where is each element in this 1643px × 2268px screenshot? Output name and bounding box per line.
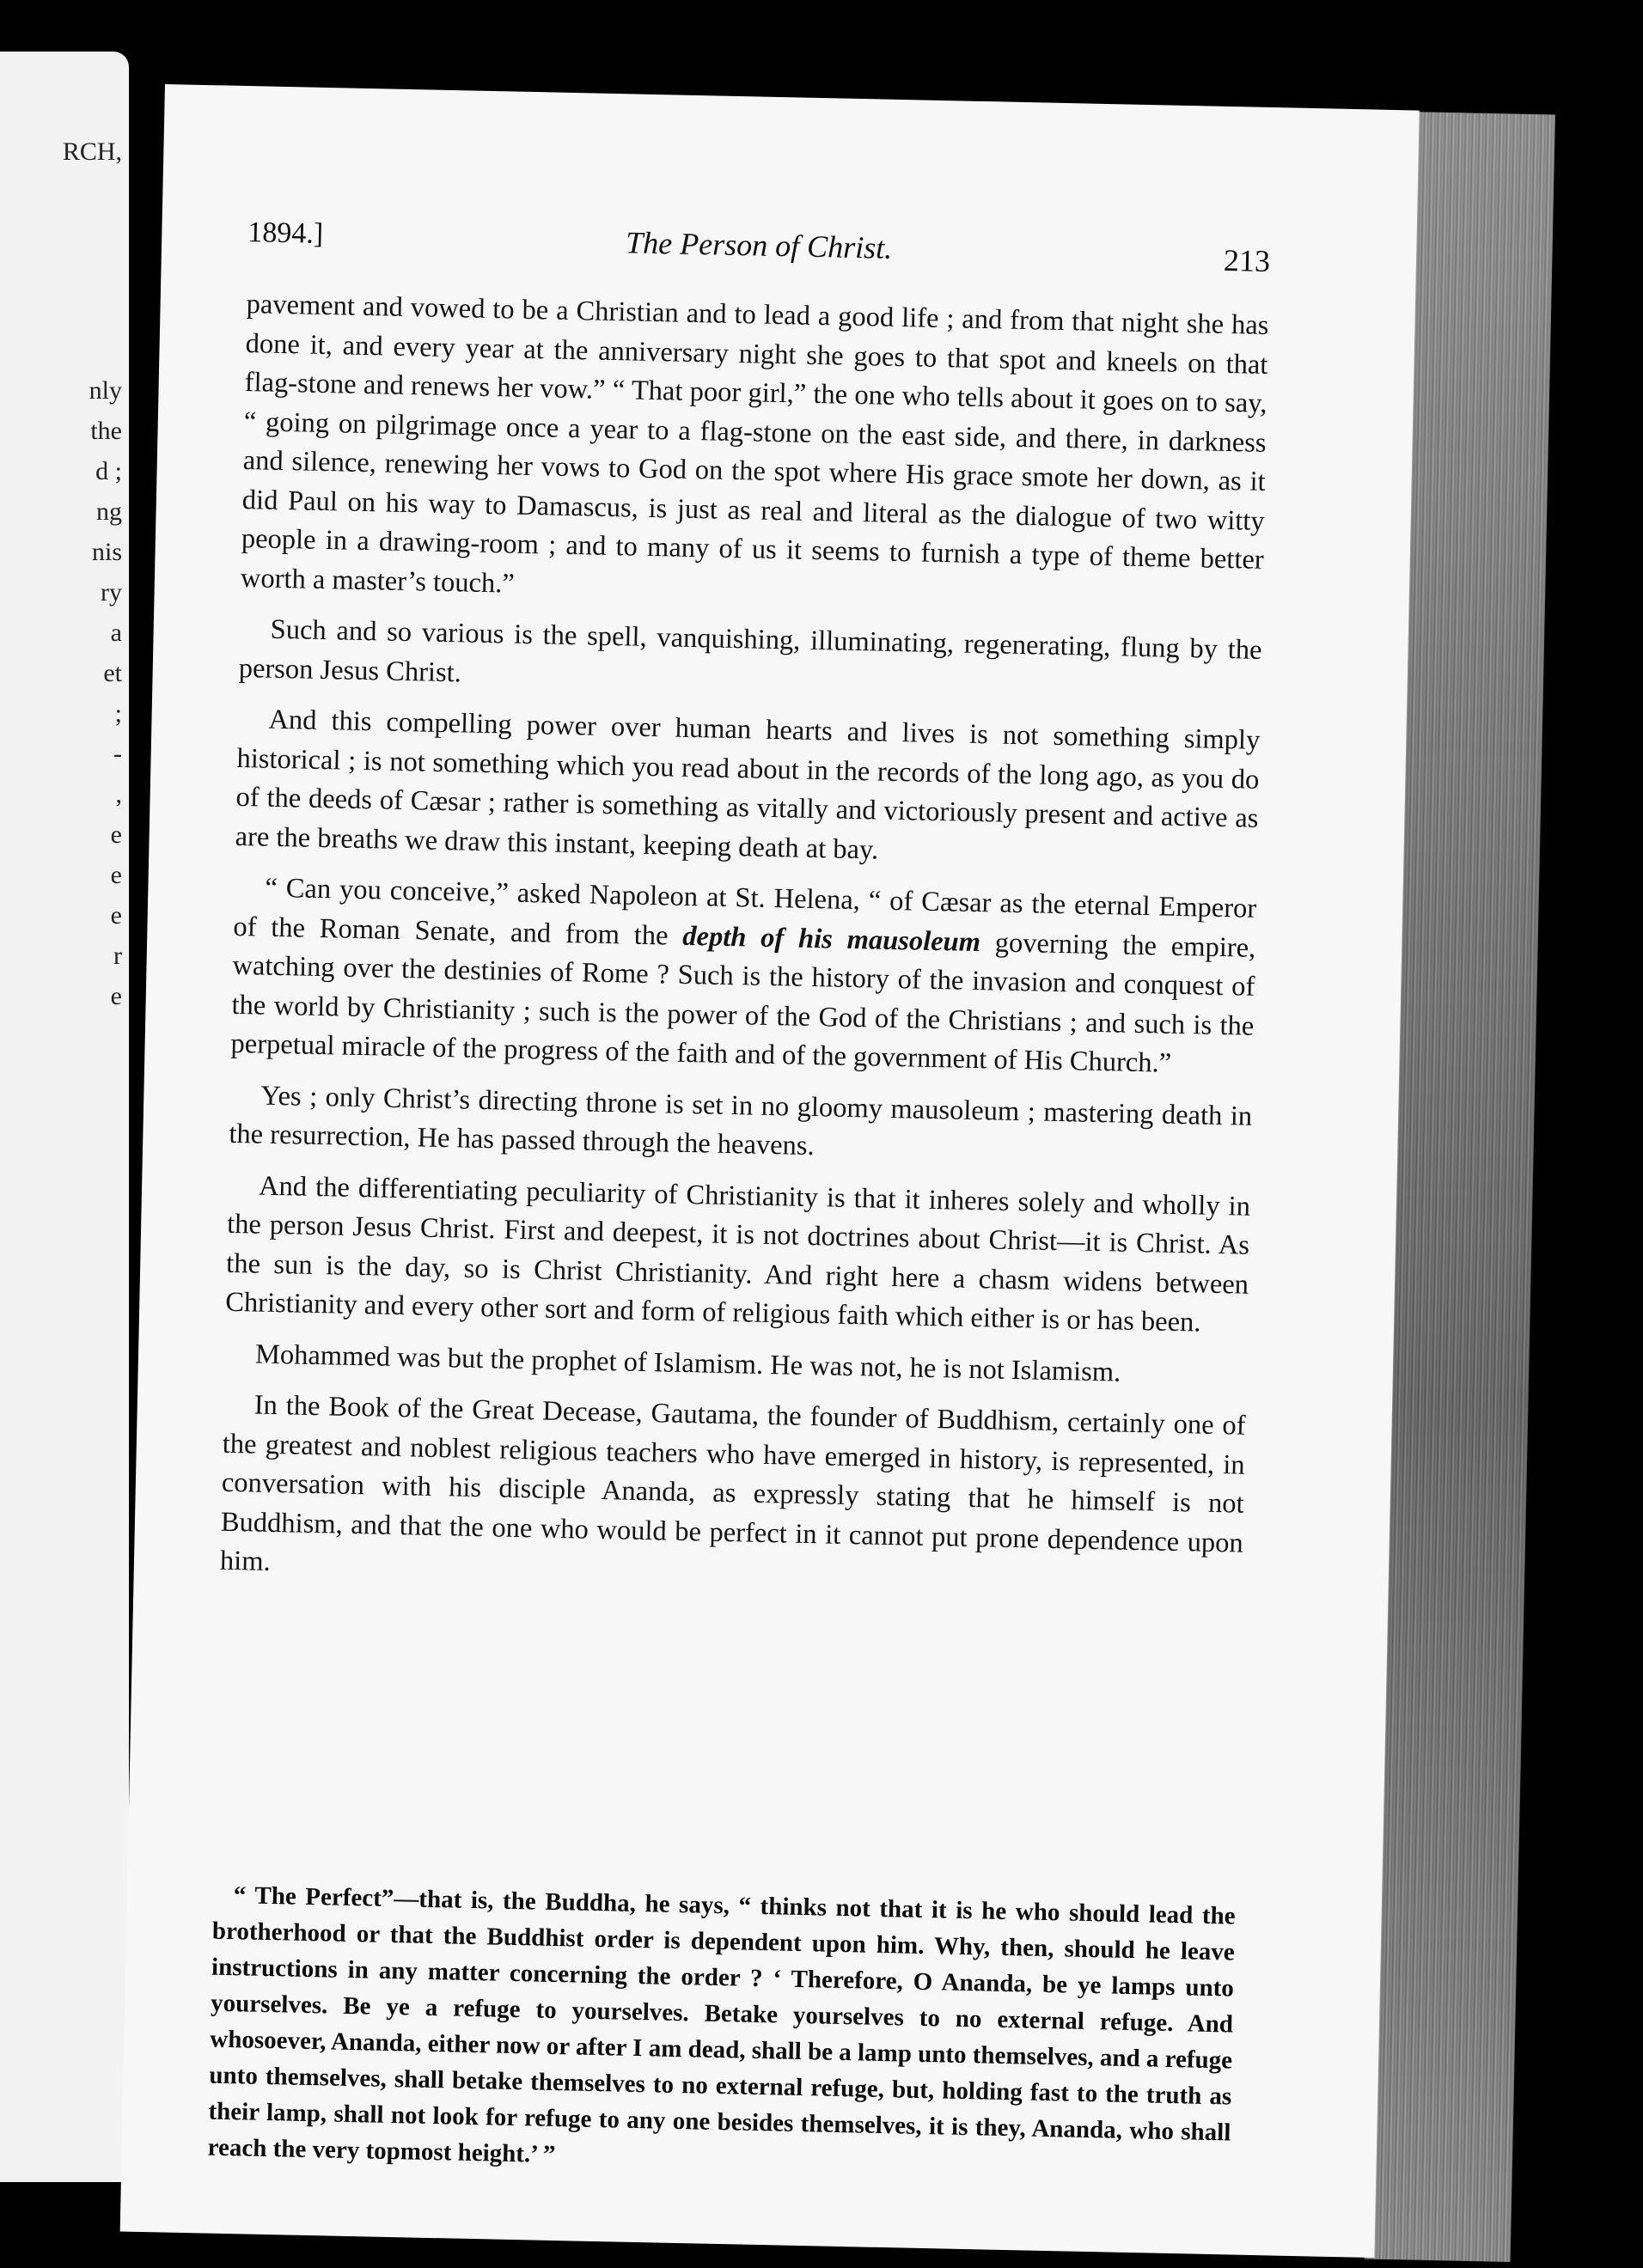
running-year: 1894.] — [247, 216, 324, 250]
left-page-fragment: RCH, — [62, 137, 122, 166]
paragraph: And this compelling power over human hearts and lives is not something simply historical ; is not something which you read about in the records of the long ago, as you do of the deeds of Cæsar ; rather is something as vitally and victoriously present and active as are the breaths we draw this instant, keeping death at bay. — [235, 704, 1261, 866]
running-title: The Person of Christ. — [625, 225, 893, 265]
paragraph: In the Book of the Great Decease, Gautama, the founder of Buddhism, certainly one of the greatest and noblest religious teachers who have emerged in history, is represented, in conversation with his disciple Ananda, as expressly stating that he himself is not Buddhism, and that the one who would be perfect in it cannot put prone dependence upon him. — [219, 1389, 1246, 1577]
left-page-fragment: e — [110, 982, 122, 1010]
page-number: 213 — [1223, 242, 1271, 278]
paragraph-text: “ Can you conceive,” asked Napoleon at St. Helena, “ of Cæsar as the eternal Emperor of the Roman Senate, and from the — [233, 872, 1257, 952]
left-page-fragment: ry — [101, 578, 122, 607]
left-page-fragment: nly — [89, 376, 122, 405]
running-header — [247, 216, 1271, 290]
left-page-fragment: e — [110, 861, 122, 889]
body-text — [219, 285, 1269, 1614]
left-page-fragment: - — [113, 740, 122, 768]
quote-paragraph: “ The Perfect”—that is, the Buddha, he says, “ thinks not that it is he who should lead the brotherhood or that the Buddhist order is dependent upon him. Why, then, should he leave instructions in any matter concerning the order ? ‘ Therefore, O Ananda, be ye lamps unto yourselves. Be ye a refuge to yourselves. Betake yourselves to no external refuge. And whosoever, Ananda, either now or after I am dead, shall be a lamp unto themselves, and a refuge unto themselves, shall betake themselves to no external refuge, but, holding fast to the truth as their lamp, shall not look for refuge to any one besides themselves, it is they, Ananda, who shall reach the very topmost height.’ ” — [207, 1881, 1236, 2169]
left-page-fragment: ng — [96, 497, 122, 526]
paragraph: Mohammed was but the prophet of Islamism. He was not, he is not Islamism. — [254, 1338, 1121, 1388]
left-page-fragment: r — [113, 942, 122, 970]
left-page-fragment: d ; — [95, 457, 122, 485]
left-facing-page — [0, 52, 129, 2182]
paragraph: And the differentiating peculiarity of Christianity is that it inheres solely and wholly in the person Jesus Christ. First and deepest, it is not doctrines about Christ—it is Christ. As the sun is the day, so is Christ Christianity. And right here a chasm widens between Christianity and every other sort and form of religious faith which either is or has been. — [224, 1170, 1251, 1338]
emphasized-text: depth of his mausoleum — [682, 920, 981, 958]
paragraph: Such and so various is the spell, vanquishing, illuminating, regenerating, flung by the person Jesus Christ. — [238, 613, 1262, 688]
left-page-fragment: the — [90, 417, 122, 445]
left-page-fragment: nis — [91, 538, 122, 566]
block-quote — [207, 1877, 1236, 2187]
paragraph-text: governing the empire, watching over the destinies of Rome ? Such is the history of the invasion and conquest of the world by Christianity ; such is the power of the God of the Christians ; and such is the perpetual miracle of the progress of the faith and of the government of His Church.” — [230, 926, 1256, 1079]
paragraph: pavement and vowed to be a Christian and to lead a good life ; and from that night she has done it, and every year at the anniversary night she goes to that spot and kneels on that flag-stone and renews her vow.” “ That poor girl,” the one who tells about it goes on to say, “ going on pilgrimage once a year to a flag-stone on the east side, and there, in darkness and silence, renewing her vows to God on the spot where His grace smote her down, as it did Paul on his way to Damascus, is just as real and literal as the dialogue of two witty people in a drawing-room ; and to many of us it seems to furnish a type of theme better worth a master’s touch.” — [240, 289, 1269, 600]
left-page-fragment: , — [115, 780, 122, 808]
book-page — [120, 84, 1420, 2258]
left-page-fragment: ; — [114, 699, 122, 728]
left-page-fragment: a — [110, 619, 122, 647]
paragraph: Yes ; only Christ’s directing throne is set in no gloomy mausoleum ; mastering death in the resurrection, He has passed through the heavens. — [229, 1080, 1253, 1162]
left-page-fragment: e — [110, 901, 122, 930]
paragraph — [230, 869, 1257, 1085]
left-page-fragment: et — [103, 659, 122, 687]
left-page-fragment: e — [110, 820, 122, 849]
